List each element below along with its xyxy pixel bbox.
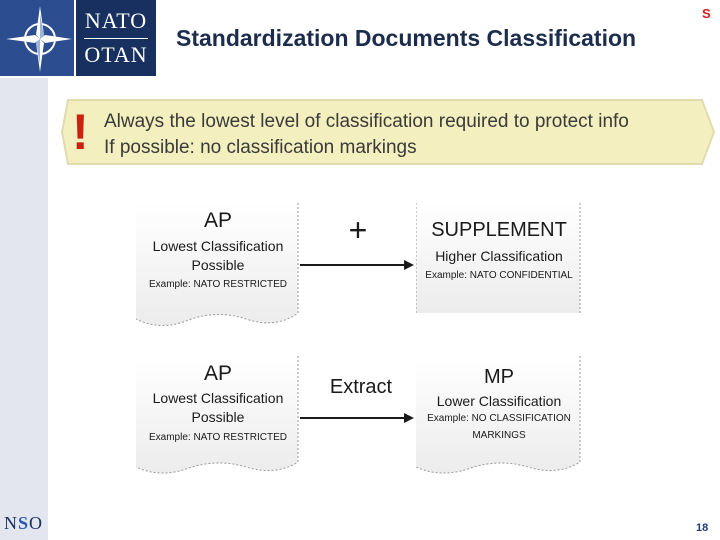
doc-subtitle-line-1: Lowest Classification xyxy=(152,390,284,406)
doc-example: Example: NATO CONFIDENTIAL xyxy=(425,270,573,281)
doc-example: Example: NATO RESTRICTED xyxy=(149,279,287,290)
doc-subtitle: Higher Classification xyxy=(435,248,563,264)
doc-example-line-2: MARKINGS xyxy=(472,430,526,441)
doc-example: Example: NATO RESTRICTED xyxy=(149,432,287,443)
doc-title: SUPPLEMENT xyxy=(431,219,567,241)
doc-title: MP xyxy=(484,366,514,388)
nso-logo xyxy=(4,513,43,534)
classification-mark: S xyxy=(702,6,711,21)
doc-title: AP xyxy=(203,362,232,385)
logo-otan-text: OTAN xyxy=(84,42,148,67)
extract-operator: Extract xyxy=(329,376,393,398)
doc-subtitle-line-1: Lowest Classification xyxy=(152,238,284,254)
page-number: 18 xyxy=(696,522,709,534)
callout-line-1: Always the lowest level of classification required to protect info xyxy=(104,111,629,132)
logo-nato-text: NATO xyxy=(84,8,148,33)
nso-logo-s: S xyxy=(18,513,30,533)
page-title: Standardization Documents Classification xyxy=(176,25,637,51)
doc-subtitle-line-2: Possible xyxy=(191,409,245,425)
exclamation-icon: ! xyxy=(72,104,89,160)
nso-logo-o: O xyxy=(29,513,44,533)
callout-line-2: If possible: no classification markings xyxy=(104,137,417,158)
plus-operator: + xyxy=(348,212,368,248)
doc-example-line-1: Example: NO CLASSIFICATION xyxy=(427,413,571,424)
nso-logo-n: N xyxy=(4,513,18,533)
doc-title: AP xyxy=(203,209,232,232)
doc-subtitle: Lower Classification xyxy=(436,393,562,409)
doc-subtitle-line-2: Possible xyxy=(191,257,245,273)
